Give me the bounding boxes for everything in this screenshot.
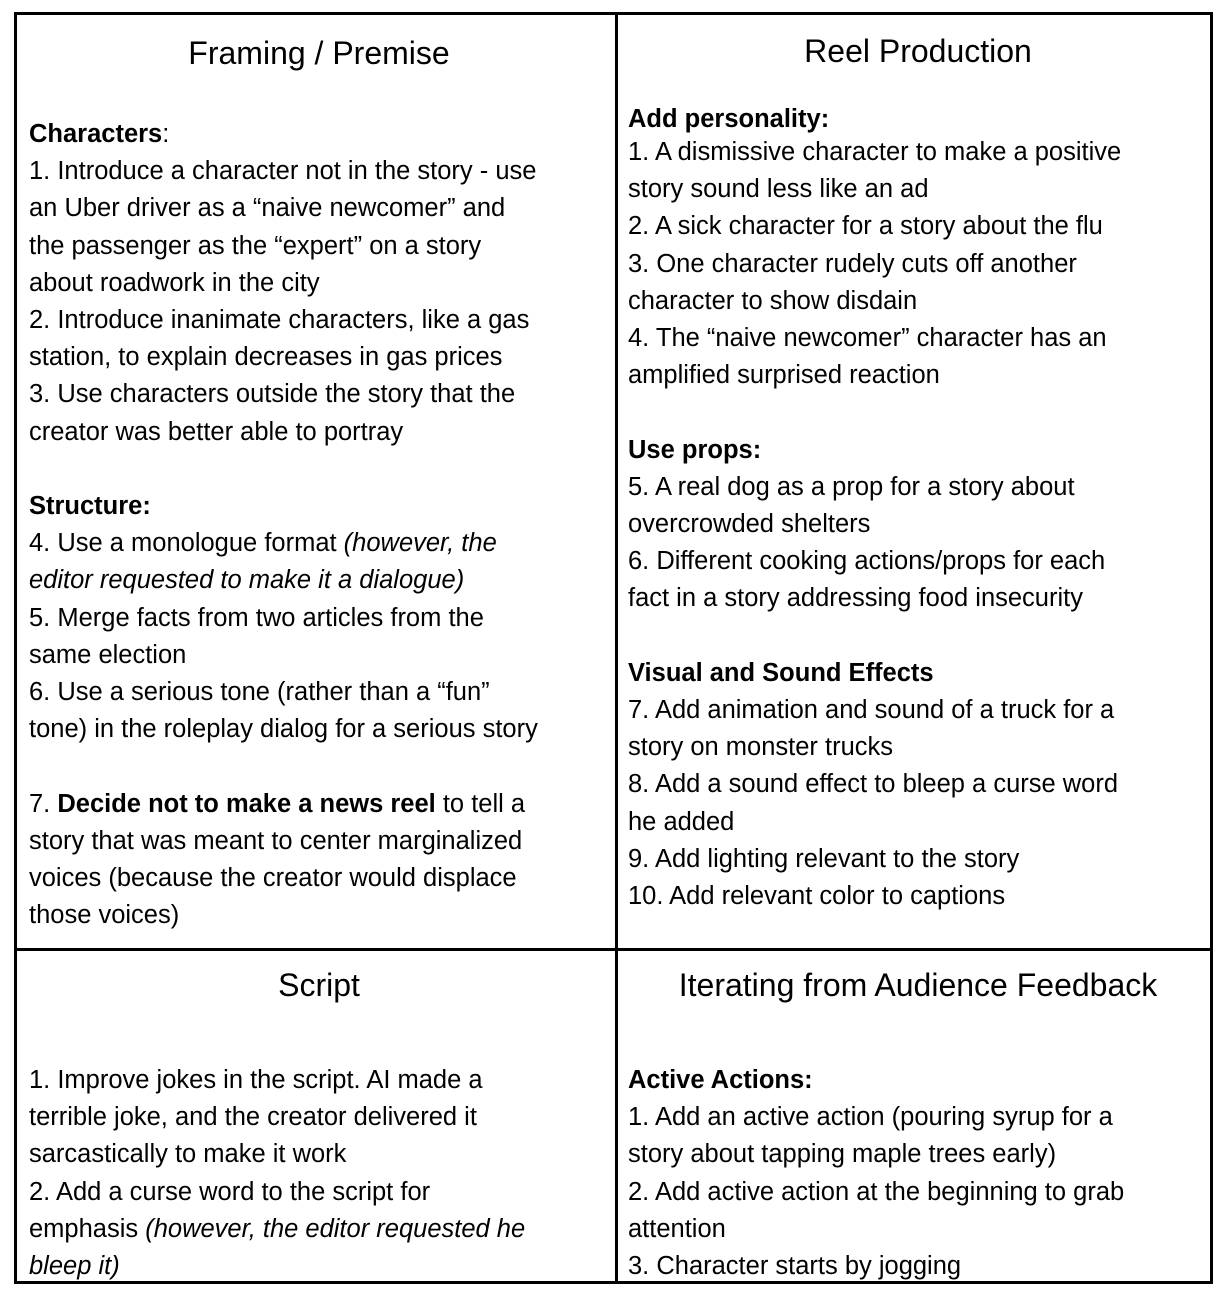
personality-line: 4. The “naive newcomer” character has an <box>628 324 1107 353</box>
structure-line-4-text: 4. Use a monologue format <box>29 529 344 558</box>
characters-heading <box>29 116 609 153</box>
script-line-5-note: (however, the editor requested he <box>145 1214 526 1243</box>
script-line: 2. Add a curse word to the script for <box>29 1177 431 1206</box>
personality-line: 1. A dismissive character to make a positive <box>628 138 1122 166</box>
effects-line: he added <box>628 807 735 836</box>
reel-title: Reel Production <box>804 33 1032 69</box>
characters-line: the passenger as the “expert” on a story <box>29 231 482 260</box>
characters-line: 3. Use characters outside the story that the <box>29 380 516 409</box>
script-line-6-note: bleep it) <box>29 1252 120 1281</box>
framing-title: Framing / Premise <box>188 35 450 71</box>
props-line: 6. Different cooking actions/props for each <box>628 547 1106 576</box>
spacer <box>29 451 609 488</box>
feedback-line: attention <box>628 1214 726 1243</box>
script-line-6 <box>29 1248 609 1285</box>
props-line: 5. A real dog as a prop for a story about <box>628 472 1075 501</box>
characters-colon: : <box>162 120 170 148</box>
s7-prefix: 7. <box>29 789 58 818</box>
feedback-line: 1. Add an active action (pouring syrup for a <box>628 1103 1113 1132</box>
structure-line: those voices) <box>29 901 180 930</box>
props-heading: Use props: <box>628 435 762 464</box>
props-line: fact in a story addressing food insecurity <box>628 584 1083 613</box>
vertical-divider <box>615 15 618 1281</box>
characters-line: station, to explain decreases in gas prices <box>29 343 503 372</box>
feedback-title: Iterating from Audience Feedback <box>678 967 1158 1003</box>
effects-line: 10. Add relevant color to captions <box>628 882 1006 911</box>
structure-heading: Structure: <box>29 492 151 521</box>
characters-line: about roadwork in the city <box>29 268 320 297</box>
structure-line: tone) in the roleplay dialog for a serious story <box>29 715 538 744</box>
script-line: 1. Improve jokes in the script. AI made a <box>29 1066 483 1094</box>
feedback-line: 2. Add active action at the beginning to grab <box>628 1177 1125 1206</box>
effects-line: 9. Add lighting relevant to the story <box>628 844 1020 873</box>
structure-line: story that was meant to center marginalized <box>29 826 523 855</box>
feedback-line: story about tapping maple trees early) <box>628 1140 1057 1169</box>
personality-line: amplified surprised reaction <box>628 361 940 390</box>
effects-line: 7. Add animation and sound of a truck for a <box>628 696 1115 725</box>
personality-line: 3. One character rudely cuts off another <box>628 249 1077 278</box>
characters-line: 2. Introduce inanimate characters, like a gas <box>29 306 530 335</box>
structure-line-4-note-2: editor requested to make it a dialogue) <box>29 566 465 595</box>
spacer <box>29 748 609 785</box>
script-line: sarcastically to make it work <box>29 1140 347 1169</box>
script-line-5 <box>29 1211 609 1248</box>
framing-premise-cell <box>29 15 609 934</box>
characters-line: an Uber driver as a “naive newcomer” and <box>29 194 506 223</box>
script-line: terrible joke, and the creator delivered it <box>29 1103 477 1132</box>
s7-bold: Decide not to make a news reel <box>57 789 436 818</box>
personality-line: character to show disdain <box>628 286 918 315</box>
props-line: overcrowded shelters <box>628 510 871 539</box>
effects-heading: Visual and Sound Effects <box>628 658 934 687</box>
characters-line: creator was better able to portray <box>29 417 404 446</box>
script-cell <box>29 951 609 1285</box>
characters-label: Characters <box>29 120 163 148</box>
script-line-5-text: emphasis <box>29 1214 146 1243</box>
personality-line: story sound less like an ad <box>628 175 929 204</box>
characters-line: 1. Introduce a character not in the story - use <box>29 157 537 186</box>
structure-line-4 <box>29 525 609 562</box>
strategy-table <box>14 12 1213 1284</box>
reel-production-cell <box>628 15 1208 915</box>
active-actions-heading: Active Actions: <box>628 1066 813 1094</box>
script-title: Script <box>278 967 360 1003</box>
structure-line: same election <box>29 640 187 669</box>
s7-suffix: to tell a <box>435 789 526 818</box>
structure-line: 6. Use a serious tone (rather than a “fun” <box>29 678 490 707</box>
personality-heading: Add personality: <box>628 105 830 133</box>
structure-line-4-note-cont <box>29 562 609 599</box>
spacer <box>628 394 1208 431</box>
effects-line: story on monster trucks <box>628 733 893 762</box>
feedback-line: 3. Character starts by jogging <box>628 1252 962 1281</box>
structure-line-4-note: (however, the <box>343 529 497 558</box>
effects-line: 8. Add a sound effect to bleep a curse word <box>628 770 1119 799</box>
audience-feedback-cell <box>628 951 1208 1285</box>
structure-line: voices (because the creator would displace <box>29 864 517 893</box>
structure-line-7 <box>29 786 609 823</box>
structure-line: 5. Merge facts from two articles from the <box>29 603 484 632</box>
personality-line: 2. A sick character for a story about the flu <box>628 212 1103 241</box>
spacer <box>628 618 1208 655</box>
